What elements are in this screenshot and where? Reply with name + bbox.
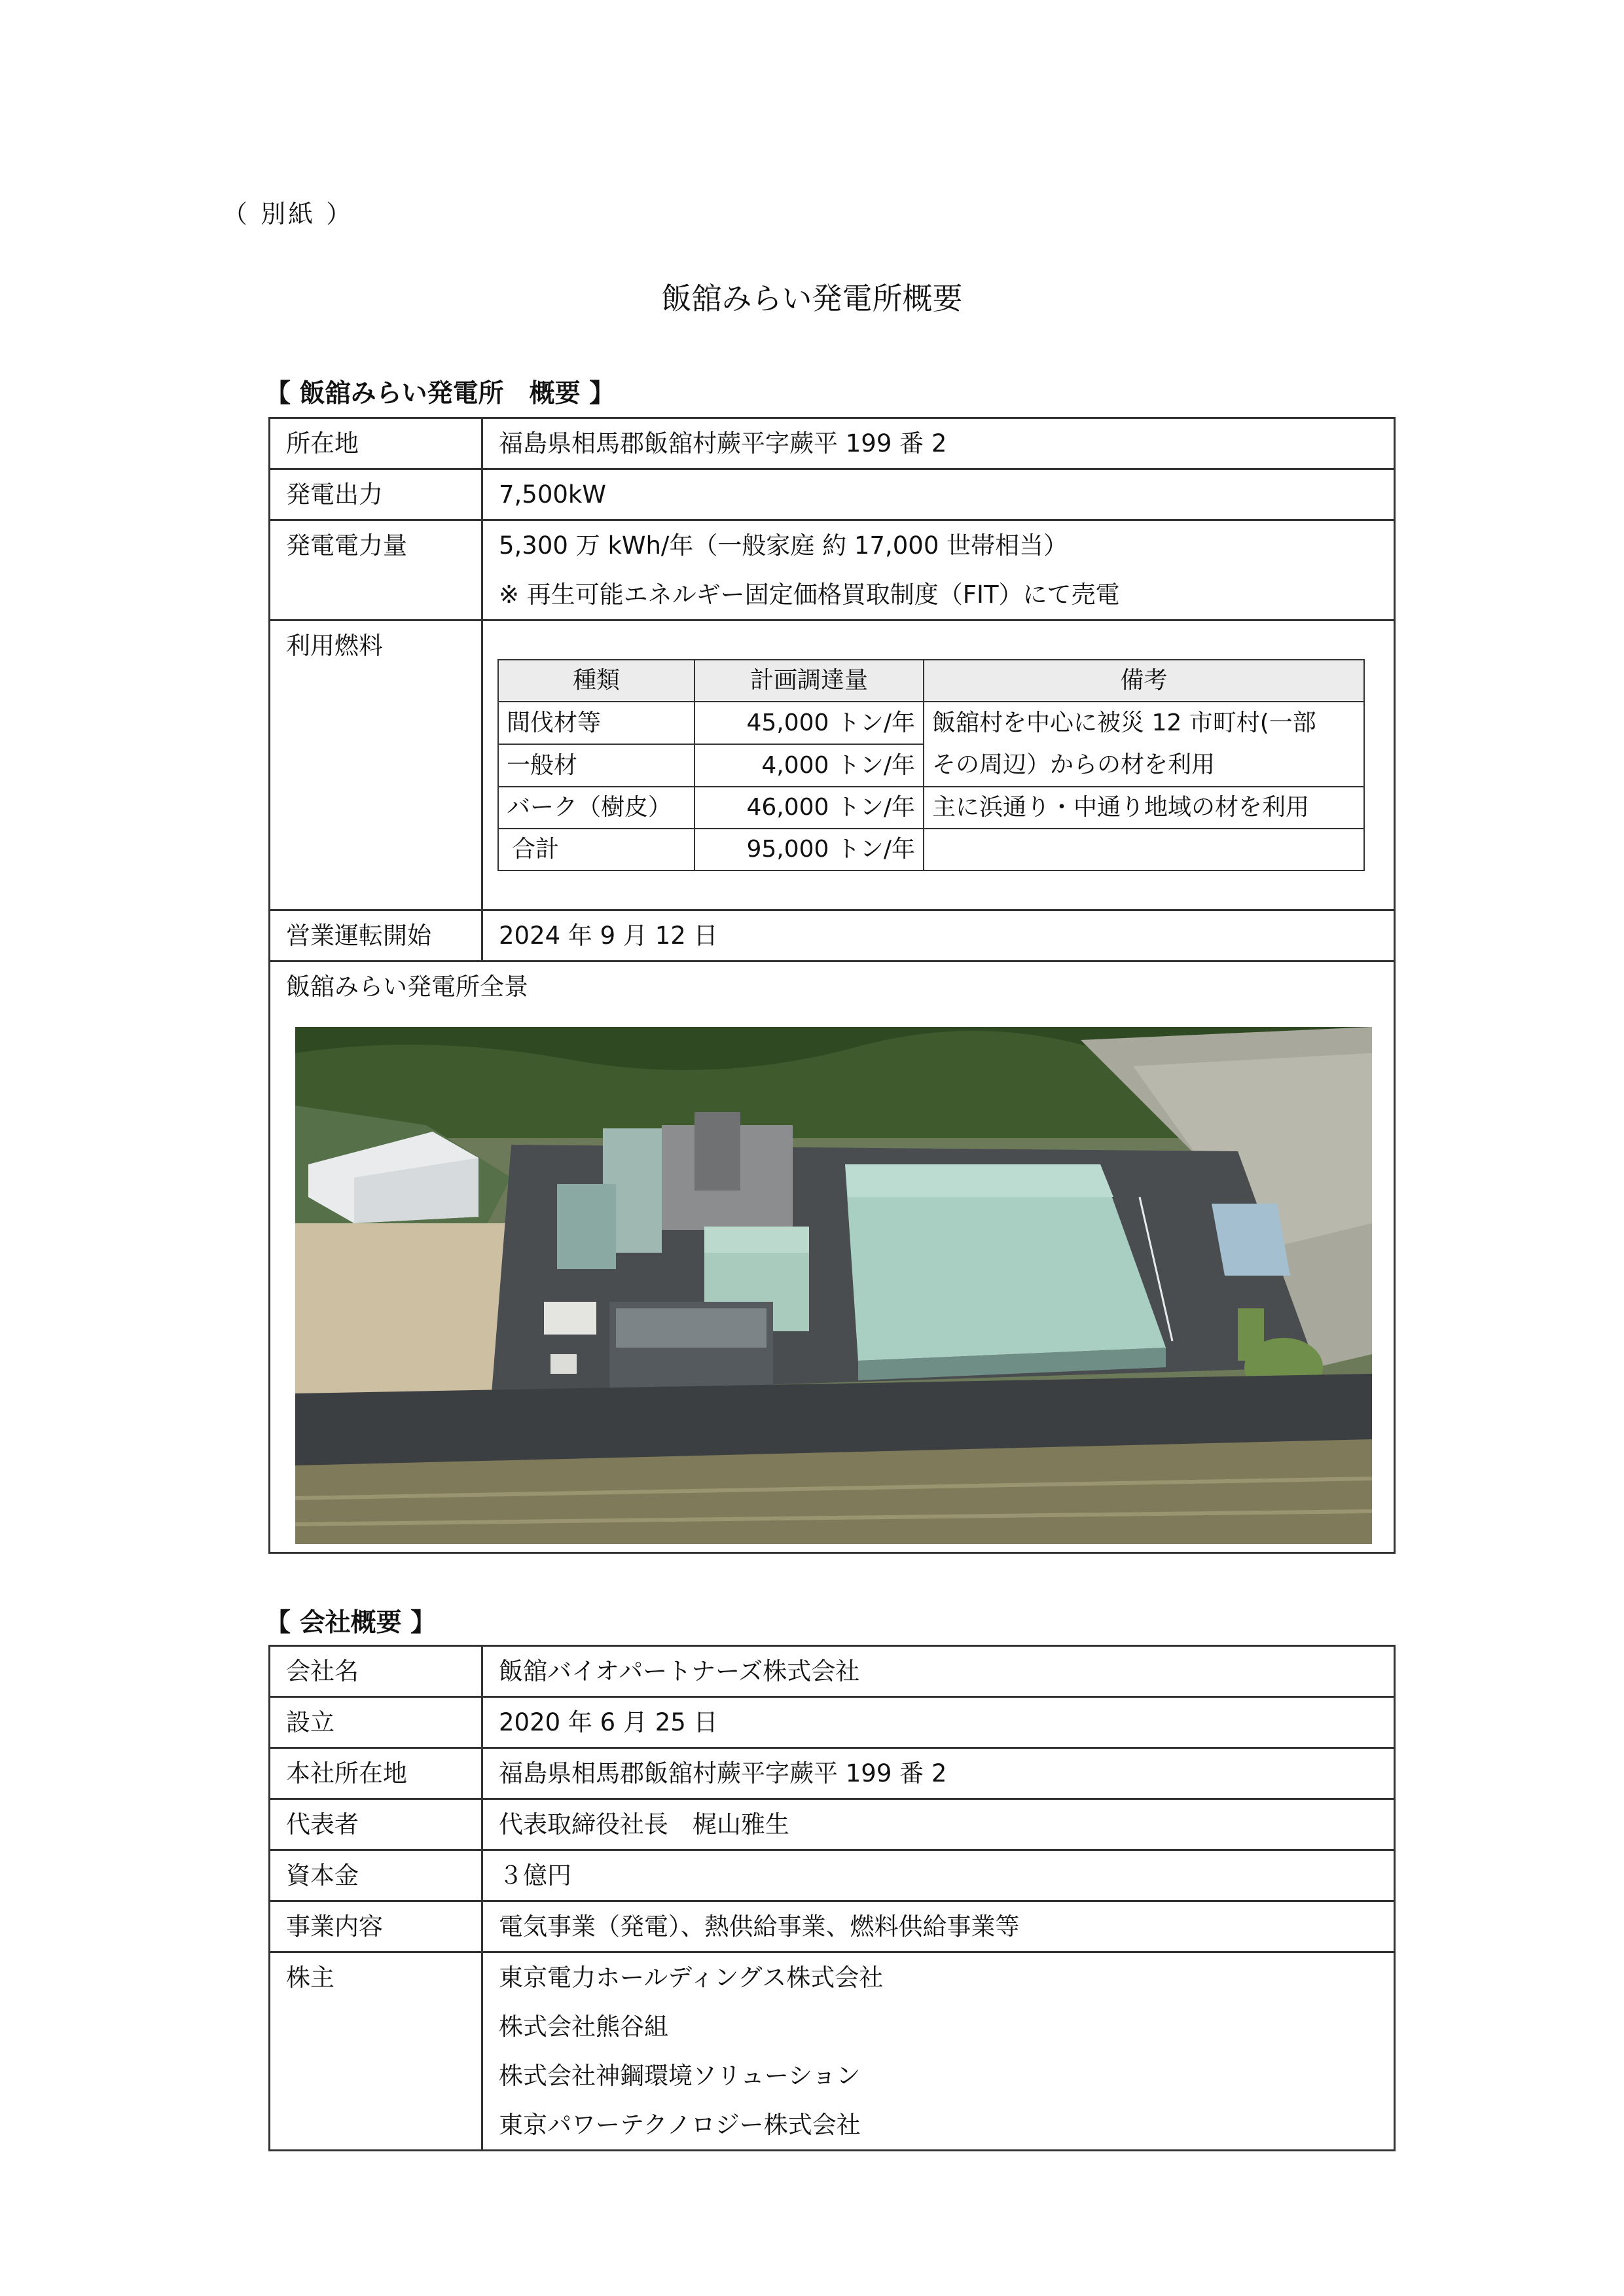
fuel-amount: 95,000 トン/年 <box>695 829 924 870</box>
table-row <box>270 1748 1395 1799</box>
table-row <box>270 1901 1395 1952</box>
row-label: 会社名 <box>270 1646 482 1697</box>
plant-overview-table <box>268 417 1396 1554</box>
shareholder-item: 東京電力ホールディングス株式会社 <box>499 1964 884 1992</box>
row-label: 発電電力量 <box>270 520 482 620</box>
table-row <box>270 620 1395 910</box>
table-row <box>270 418 1395 469</box>
fuel-amount: 45,000 トン/年 <box>695 702 924 744</box>
company-overview-table <box>268 1645 1396 2151</box>
row-label: 利用燃料 <box>270 620 482 910</box>
fuel-amount: 4,000 トン/年 <box>695 744 924 787</box>
row-label: 所在地 <box>270 418 482 469</box>
row-label: 代表者 <box>270 1799 482 1850</box>
row-value: 2024 年 9 月 12 日 <box>482 910 1395 961</box>
table-row <box>270 1799 1395 1850</box>
fuel-header-amount: 計画調達量 <box>695 660 924 702</box>
annex-label: （ 別紙 ） <box>223 200 354 228</box>
table-row <box>270 910 1395 961</box>
shareholder-item: 株式会社熊谷組 <box>499 2013 668 2041</box>
row-value: 電気事業（発電）、熱供給事業、燃料供給事業等 <box>482 1901 1395 1952</box>
fuel-type: 合計 <box>498 829 695 870</box>
row-label: 営業運転開始 <box>270 910 482 961</box>
row-label: 発電出力 <box>270 469 482 520</box>
row-value: 福島県相馬郡飯舘村蕨平字蕨平 199 番 2 <box>482 1748 1395 1799</box>
fuel-type: 一般材 <box>498 744 695 787</box>
fuel-row <box>498 829 1364 870</box>
row-value: 福島県相馬郡飯舘村蕨平字蕨平 199 番 2 <box>482 418 1395 469</box>
company-section-heading: 【 会社概要 】 <box>265 1608 437 1638</box>
row-label: 設立 <box>270 1697 482 1748</box>
row-label: 本社所在地 <box>270 1748 482 1799</box>
fuel-header-row <box>498 660 1364 702</box>
row-value: ３億円 <box>482 1850 1395 1901</box>
plant-section-heading: 【 飯舘みらい発電所 概要 】 <box>265 379 615 408</box>
row-value <box>482 620 1395 910</box>
fuel-type: 間伐材等 <box>498 702 695 744</box>
row-value: 2020 年 6 月 25 日 <box>482 1697 1395 1748</box>
fuel-table <box>497 659 1365 871</box>
fuel-header-type: 種類 <box>498 660 695 702</box>
shareholder-list <box>482 1952 1395 2151</box>
row-label: 株主 <box>270 1952 482 2151</box>
row-value: 代表取締役社長 梶山雅生 <box>482 1799 1395 1850</box>
plant-aerial-photo <box>295 1027 1372 1544</box>
fuel-note-line: 飯舘村を中心に被災 12 市町村(一部 <box>932 709 1316 736</box>
row-label: 事業内容 <box>270 1901 482 1952</box>
fuel-note-line: その周辺）からの材を利用 <box>932 751 1216 778</box>
fuel-row <box>498 702 1364 744</box>
fuel-amount: 46,000 トン/年 <box>695 787 924 829</box>
fuel-type: バーク（樹皮） <box>498 787 695 829</box>
shareholder-item: 東京パワーテクノロジー株式会社 <box>499 2111 861 2139</box>
row-value <box>482 520 1395 620</box>
fuel-note: 主に浜通り・中通り地域の材を利用 <box>924 787 1364 829</box>
table-row <box>270 469 1395 520</box>
table-row <box>270 1850 1395 1901</box>
fuel-note-merged <box>924 702 1364 787</box>
table-row <box>270 1646 1395 1697</box>
row-value: 飯舘バイオパートナーズ株式会社 <box>482 1646 1395 1697</box>
energy-amount: 5,300 万 kWh/年（一般家庭 約 17,000 世帯相当） <box>499 531 1068 560</box>
fuel-row <box>498 787 1364 829</box>
table-row <box>270 520 1395 620</box>
photo-cell <box>270 961 1395 1553</box>
fit-note: ※ 再生可能エネルギー固定価格買取制度（FIT）にて売電 <box>499 581 1120 609</box>
row-value: 7,500kW <box>482 469 1395 520</box>
shareholder-item: 株式会社神鋼環境ソリューション <box>499 2062 861 2090</box>
table-row <box>270 961 1395 1553</box>
table-row <box>270 1952 1395 2151</box>
photo-label: 飯舘みらい発電所全景 <box>286 973 528 1001</box>
document-title: 飯舘みらい発電所概要 <box>661 281 963 316</box>
table-row <box>270 1697 1395 1748</box>
fuel-header-note: 備考 <box>924 660 1364 702</box>
row-label: 資本金 <box>270 1850 482 1901</box>
fuel-note <box>924 829 1364 870</box>
aerial-photo-illustration <box>295 1027 1372 1544</box>
